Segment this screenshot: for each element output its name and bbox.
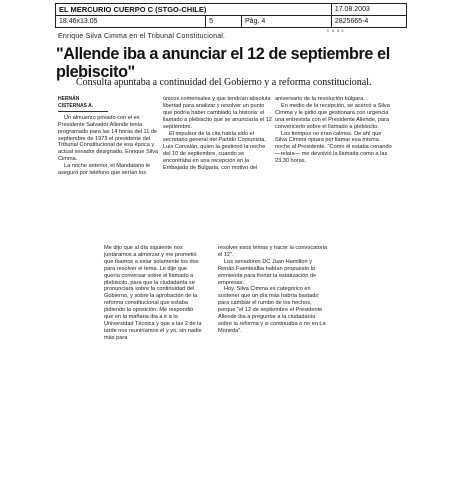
paragraph: aniversario de la revolución búlgara. [275, 96, 365, 102]
clip-id: 2825665-4 [331, 16, 406, 28]
publication-name: EL MERCURIO CUERPO C (STGO-CHILE) [56, 4, 332, 16]
article-column-4 [104, 245, 204, 342]
clip-size: 18.46x13.05 [56, 16, 206, 28]
clipping-header [55, 3, 407, 30]
paragraph: Un almuerzo privado con el ex Presidente Salvador Allende tenía programado para las 14 horas del 11 de septiembre de 1973 el presidente del Tribunal Constitucional de esa época y actual senador designado, Enrique Silva Cimma. [58, 114, 159, 163]
article-headline: "Allende iba a anunciar el 12 de septiembre el plebiscito" [56, 45, 390, 81]
paragraph: La noche anterior, el Mandatario le aseguró por teléfono que serían los [58, 163, 151, 177]
clipping-header-table [55, 3, 407, 28]
paragraph: Me dijo que al día siguiente nos juntáramos a almorzar y me prometió que íbamos a estar solamente los dos para resolver el tema. Le dije que quería conversar sobre el llamado a plebiscito, para que la ciudadanía se pronunciara sobre la continuidad del Gobierno, y sobre la aprobación de la reforma constitucional que estaba pidiendo la oposición. Me respondió que en la mañana iba a ir a la Universidad Técnica y que a las 2 de la tarde nos reuniríamos él y yo, sin nadie más para [104, 245, 202, 341]
article-column-1 [58, 96, 160, 177]
paragraph: El impulsor de la cita había sido el secretario general del Partido Comunista, Luis Corvalán, quien la gestionó la noche del 10 de septiembre, cuando se encontraba en una recepción en la Embajada de Bulgaria, con motivo del [163, 130, 266, 172]
paragraph: Los tiempos no eran calmos. De ahí que Silva Cimma optara por llamar esa misma noche al Presidente. "Como él estaba cenando —relata— me devolvió la llamada como a las 23.30 horas. [275, 130, 392, 165]
article-column-5 [218, 245, 330, 335]
article-column-3 [275, 96, 393, 165]
article-byline: HERNÁN CISTERNAS A. [58, 96, 108, 112]
paragraph: En medio de la recepción, se acercó a Silva Cimma y le pidió que gestionara con urgencia una entrevista con el Presidente Allende, para convencerlo sobre el llamado a plebiscito. [275, 102, 390, 130]
paragraph: únicos comensales y que tendrían absoluta libertad para analizar y resolver un punto que podría haber cambiado la historia: el llamado a plebiscito que se anunciaría el 12 septiembre. [163, 96, 272, 130]
paragraph: Los senadores DC Juan Hamilton y Renán Fuentealba habían propuesto la enmienda para frenar la estatización de empresas. [218, 258, 317, 286]
paragraph: Hoy, Silva Cimma es categórico en sostener que un día más habría bastado para cambiar el rumbo de los hechos, porque "el 12 de septiembre el Presidente Allende iba a preguntar a la ciudadanía sobre la reforma y si continuaba o no en La Moneda". [218, 286, 326, 334]
article-column-2 [163, 96, 273, 172]
article-subtitle: Consulta apuntaba a continuidad del Gobierno y a reforma constitucional. [76, 77, 372, 88]
section-number: 5 [206, 16, 242, 28]
barcode-number: 5 6 6 5 [327, 30, 344, 34]
article-kicker: Enrique Silva Cimma en el Tribunal Constitucional. [58, 33, 226, 40]
paragraph: resolver esos temas y hacer la convocatoria el 12". [218, 245, 328, 258]
page-number: Pág. 4 [242, 16, 332, 28]
publication-date: 17.08.2003 [331, 4, 406, 16]
